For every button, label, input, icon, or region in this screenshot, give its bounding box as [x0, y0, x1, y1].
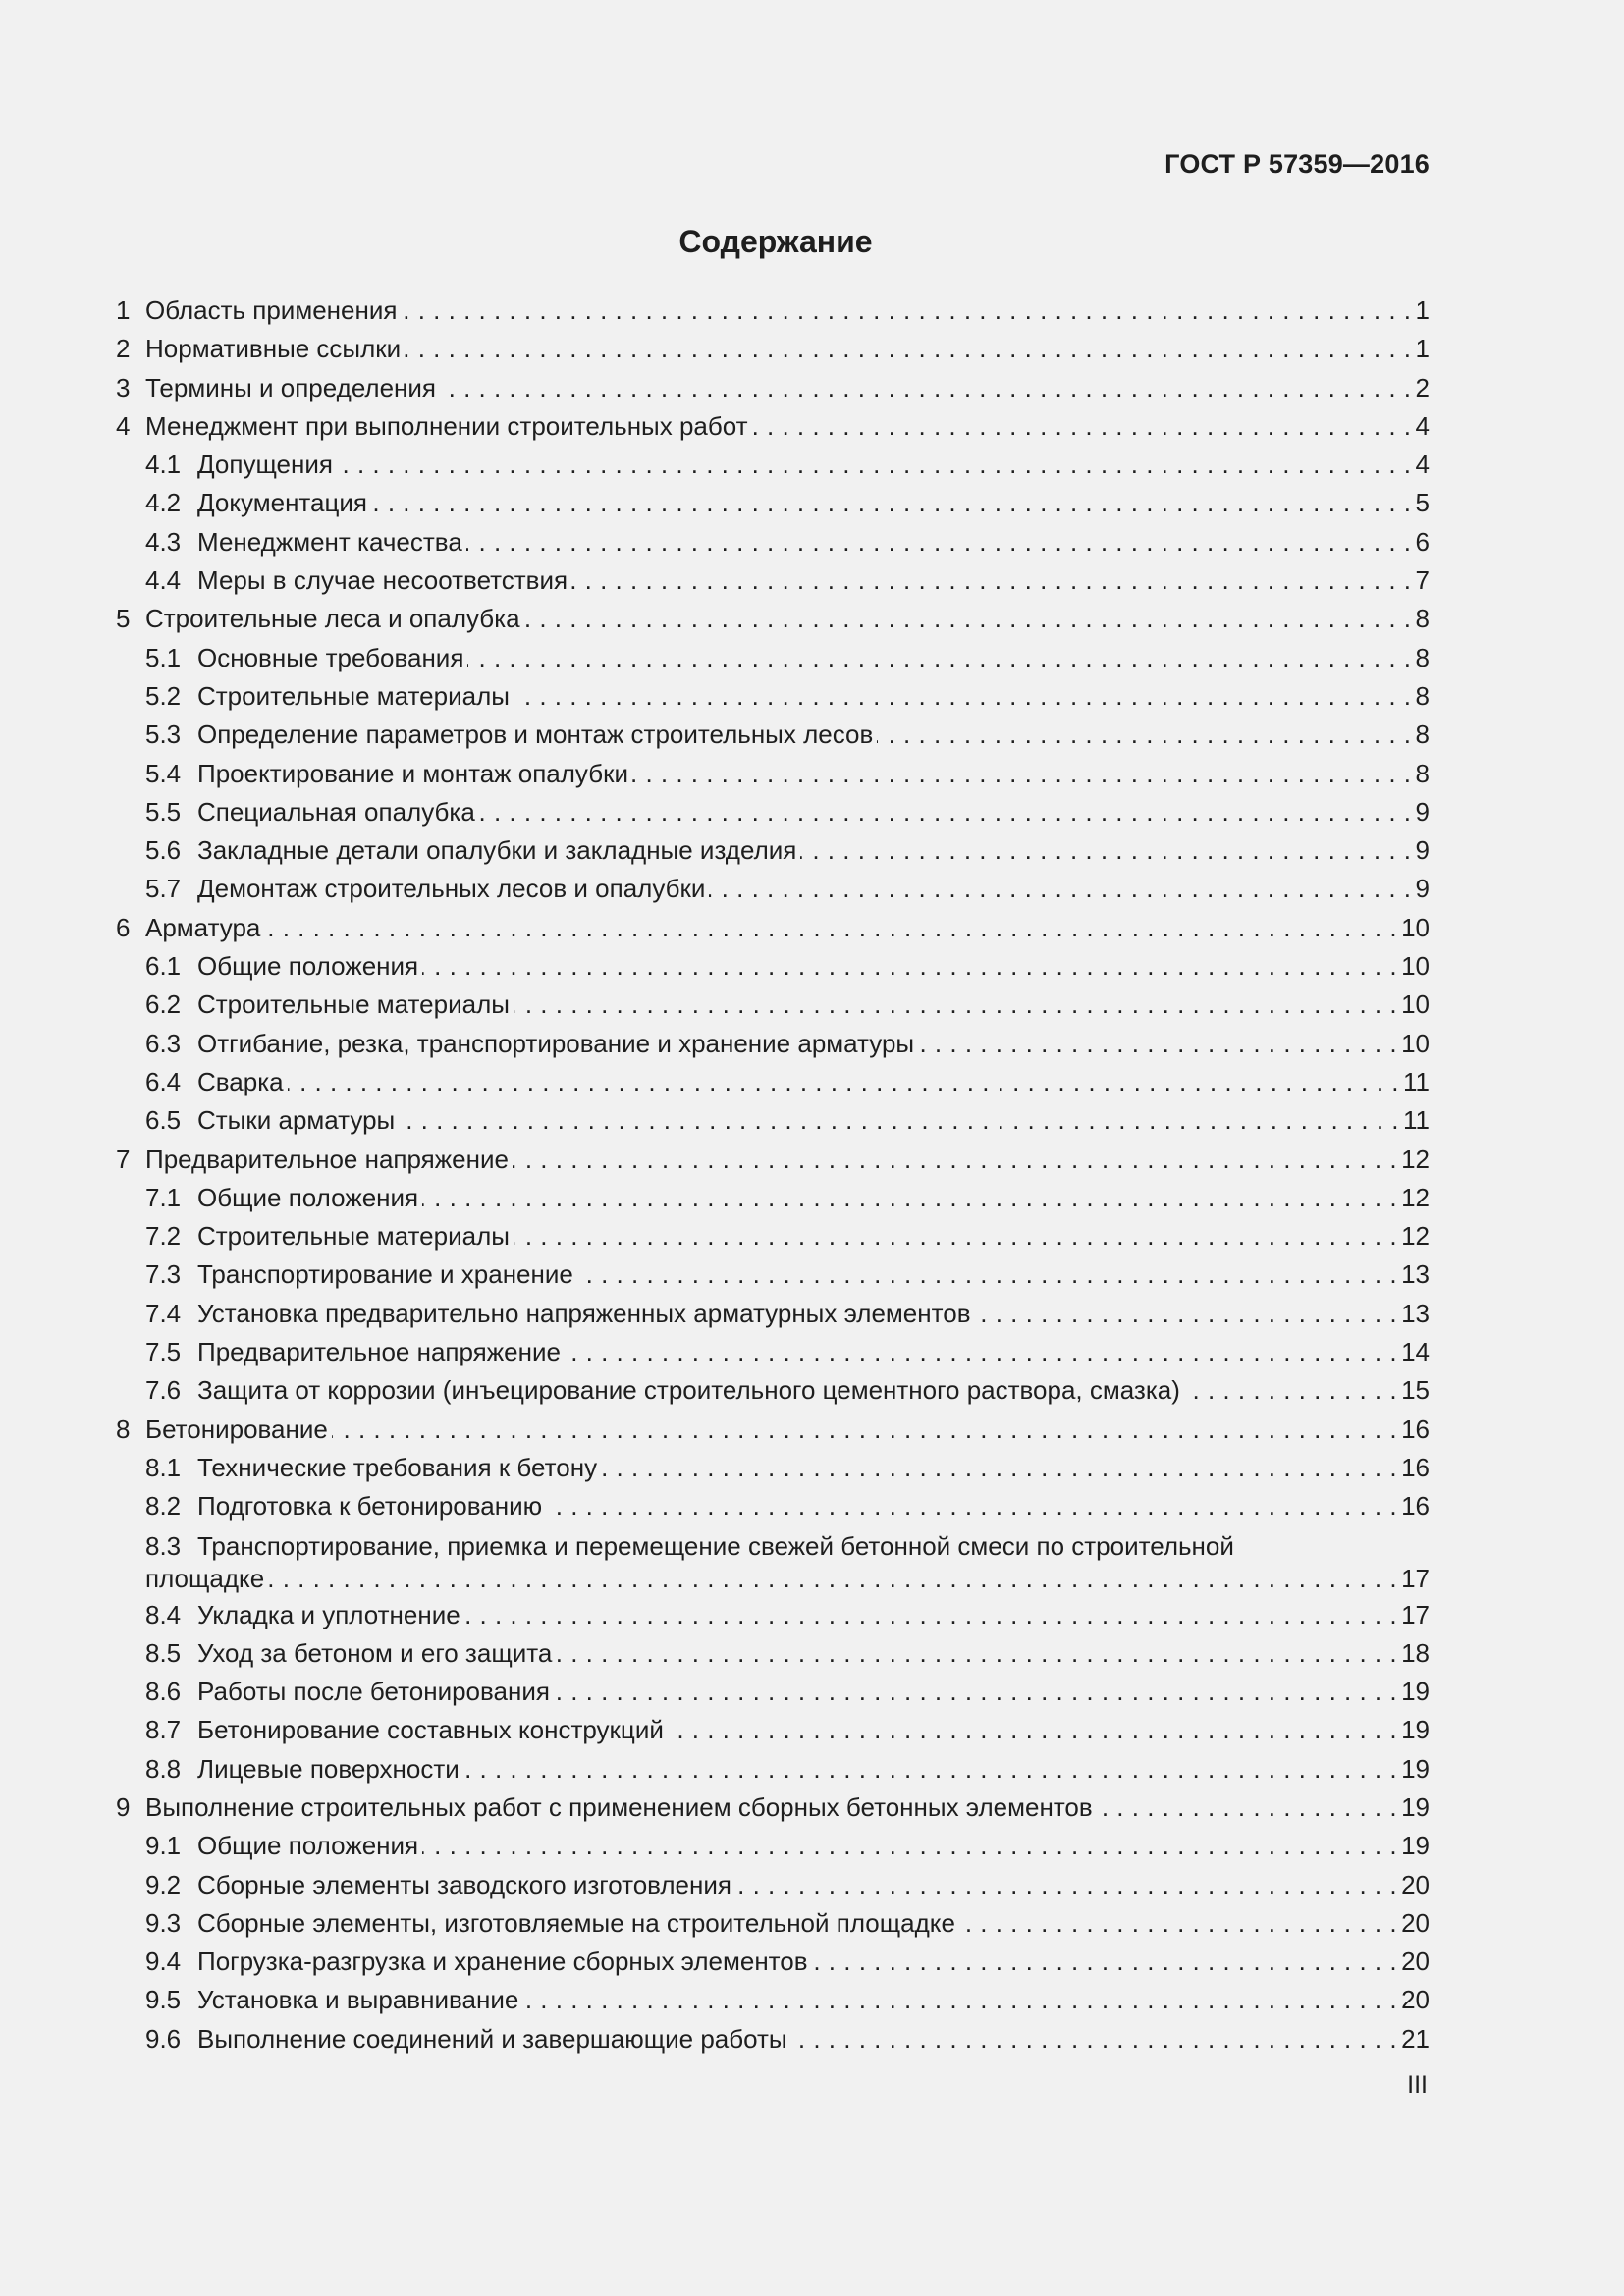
toc-entry-number: 8.8: [145, 1753, 182, 1784]
toc-entry-page: 4: [1415, 410, 1430, 441]
dot-leader: [422, 947, 1397, 986]
toc-entry-label: Сварка: [197, 1066, 284, 1096]
toc-entry-page: 20: [1401, 1985, 1430, 2015]
page-number: III: [1407, 2071, 1428, 2099]
toc-entry-number: 6.3: [145, 1028, 182, 1058]
toc-entry-number: 7.2: [145, 1221, 182, 1252]
dot-leader: [371, 484, 1412, 522]
toc-entry-page: 12: [1401, 1144, 1430, 1174]
toc-subentry[interactable]: [116, 639, 1430, 677]
toc-subentry[interactable]: [116, 716, 1430, 754]
toc-entry-label: Стыки арматуры: [197, 1105, 396, 1136]
toc-entry-number: 1: [116, 295, 131, 325]
toc-entry-label: Погрузка-разгрузка и хранение сборных элементов: [197, 1947, 808, 1977]
toc-entry-page: 16: [1401, 1414, 1430, 1444]
dot-leader: [959, 1904, 1397, 1943]
toc-entry-label: Отгибание, резка, транспортирование и хранение арматуры: [197, 1028, 915, 1058]
toc-subentry[interactable]: [116, 831, 1430, 870]
toc-entry-page: 19: [1401, 1753, 1430, 1784]
toc-entry-label: Документация: [197, 488, 367, 518]
toc-entry-page: 11: [1403, 1066, 1430, 1096]
toc-entry-label: Транспортирование, приемка и перемещение свежей бетонной смеси по строительной: [197, 1530, 1234, 1561]
toc-entry-page: 19: [1401, 1831, 1430, 1861]
toc-entry-page: 19: [1401, 1791, 1430, 1822]
toc-entry-number: 6.4: [145, 1066, 182, 1096]
dot-leader: [514, 986, 1397, 1024]
toc-entry-page: 15: [1401, 1375, 1430, 1406]
toc-entry-number: 7: [116, 1144, 131, 1174]
dot-leader: [571, 561, 1411, 600]
toc-entry-number: 5: [116, 604, 131, 634]
toc-entry-label: Область применения: [145, 295, 398, 325]
dot-leader: [1097, 1789, 1397, 1827]
toc-subentry[interactable]: [116, 1255, 1430, 1294]
toc-entry-label: Допущения: [197, 450, 333, 480]
dot-leader: [918, 1025, 1397, 1063]
dot-leader: [791, 2020, 1397, 2058]
toc-entry-label: Менеджмент качества: [197, 526, 462, 557]
toc-entry-number: 9.4: [145, 1947, 182, 1977]
toc-entry[interactable]: [116, 369, 1430, 407]
toc-entry[interactable]: [116, 330, 1430, 368]
toc-entry-number: 9.1: [145, 1831, 182, 1861]
toc-entry[interactable]: [116, 909, 1430, 947]
toc-entry-label: Общие положения: [197, 1831, 419, 1861]
toc-entry-page: 17: [1401, 1599, 1430, 1629]
dot-leader: [877, 716, 1411, 754]
toc-subentry[interactable]: [116, 1673, 1430, 1711]
toc-subentry[interactable]: [116, 1904, 1430, 1943]
toc-subentry[interactable]: [116, 1449, 1430, 1487]
toc-subentry[interactable]: [116, 1750, 1430, 1789]
toc-entry-number: 4.4: [145, 565, 182, 596]
toc-entry-label: Предварительное напряжение: [145, 1144, 509, 1174]
toc-subentry[interactable]: [116, 677, 1430, 716]
toc-entry-page: 8: [1415, 604, 1430, 634]
toc-entry-label: Предварительное напряжение: [197, 1337, 561, 1367]
dot-leader: [268, 1562, 1397, 1596]
toc-subentry[interactable]: [116, 1634, 1430, 1673]
toc-entry-label: Бетонирование составных конструкций: [197, 1715, 664, 1745]
toc-entry-number: 8.2: [145, 1491, 182, 1522]
toc-entry-label: Термины и определения: [145, 372, 437, 402]
toc-entry-number: 6.2: [145, 989, 182, 1020]
toc-subentry[interactable]: [116, 1217, 1430, 1255]
toc-entry-label: Меры в случае несоответствия: [197, 565, 568, 596]
toc-entry-page: 12: [1401, 1182, 1430, 1212]
toc-entry-label: Работы после бетонирования: [197, 1677, 550, 1707]
toc-entry-label: Лицевые поверхности: [197, 1753, 460, 1784]
toc-entry-number: 9.2: [145, 1869, 182, 1899]
dot-leader: [463, 1750, 1397, 1789]
toc-entry-number: 8.6: [145, 1677, 182, 1707]
toc-subentry[interactable]: [116, 484, 1430, 522]
dot-leader: [577, 1255, 1397, 1294]
dot-leader: [422, 1179, 1397, 1217]
toc-entry-number: 5.4: [145, 758, 182, 788]
toc-entry-page: 19: [1401, 1715, 1430, 1745]
toc-entry-number: 2: [116, 334, 131, 364]
toc-entry-number: 7.5: [145, 1337, 182, 1367]
toc-entry-label: Закладные детали опалубки и закладные изделия: [197, 835, 797, 866]
toc-entry[interactable]: [116, 600, 1430, 638]
toc-entry-label: Установка и выравнивание: [197, 1985, 519, 2015]
dot-leader: [479, 793, 1412, 831]
toc-entry-label: Строительные леса и опалубка: [145, 604, 520, 634]
toc-entry-page: 10: [1401, 989, 1430, 1020]
toc-entry-number: 4.2: [145, 488, 182, 518]
toc-entry-number: 4: [116, 410, 131, 441]
toc-entry-number: 5.5: [145, 796, 182, 827]
toc-subentry[interactable]: [116, 1295, 1430, 1333]
toc-entry-number: 6.5: [145, 1105, 182, 1136]
toc-entry-number: 8.5: [145, 1637, 182, 1668]
toc-subentry[interactable]: [116, 1025, 1430, 1063]
toc-entry-label: Защита от коррозии (инъецирование строительного цементного раствора, смазка): [197, 1375, 1180, 1406]
toc-entry-page: 18: [1401, 1637, 1430, 1668]
toc-subentry[interactable]: [116, 1333, 1430, 1371]
dot-leader: [752, 407, 1412, 446]
toc-subentry[interactable]: [116, 870, 1430, 908]
dot-leader: [337, 446, 1412, 484]
toc-entry-page: 20: [1401, 1907, 1430, 1938]
toc-subentry[interactable]: [116, 523, 1430, 561]
dot-leader: [709, 870, 1411, 908]
toc-entry-page: 20: [1401, 1947, 1430, 1977]
toc-entry-number: 8: [116, 1414, 131, 1444]
toc-entry-label: Сборные элементы, изготовляемые на строительной площадке: [197, 1907, 955, 1938]
page-title: Содержание: [678, 224, 873, 259]
toc-entry[interactable]: [116, 1530, 1430, 1596]
toc-entry-page: 11: [1403, 1105, 1430, 1136]
toc-entry-label: Выполнение соединений и завершающие работы: [197, 2023, 787, 2054]
toc-subentry[interactable]: [116, 1866, 1430, 1904]
toc-entry-page: 8: [1415, 758, 1430, 788]
toc-entry-page: 1: [1415, 295, 1430, 325]
dot-leader: [464, 1596, 1397, 1634]
dot-leader: [556, 1634, 1397, 1673]
dot-leader: [522, 1981, 1397, 2019]
toc-entry-number: 8.1: [145, 1452, 182, 1482]
toc-entry-page: 13: [1401, 1259, 1430, 1290]
toc-entry-number: 7.3: [145, 1259, 182, 1290]
toc-entry-label: Менеджмент при выполнении строительных работ: [145, 410, 748, 441]
toc-entry-number: 4.3: [145, 526, 182, 557]
toc-entry-label: Сборные элементы заводского изготовления: [197, 1869, 731, 1899]
dot-leader: [554, 1673, 1397, 1711]
dot-leader: [440, 369, 1412, 407]
toc-entry-number: 5.1: [145, 642, 182, 672]
dot-leader: [332, 1411, 1397, 1449]
toc-entry-label: Транспортирование и хранение: [197, 1259, 573, 1290]
toc-entry-number: 7.1: [145, 1182, 182, 1212]
toc-subentry[interactable]: [116, 947, 1430, 986]
toc-subentry[interactable]: [116, 1711, 1430, 1749]
dot-leader: [975, 1295, 1398, 1333]
dot-leader: [735, 1866, 1397, 1904]
toc-subentry[interactable]: [116, 1827, 1430, 1865]
toc-entry-page: 8: [1415, 720, 1430, 750]
toc-entry-number: 5.3: [145, 720, 182, 750]
toc-entry-number: 9: [116, 1791, 131, 1822]
toc-entry-label: Бетонирование: [145, 1414, 328, 1444]
toc-entry-label: Арматура: [145, 912, 261, 942]
toc-entry-page: 16: [1401, 1452, 1430, 1482]
dot-leader: [632, 755, 1412, 793]
dot-leader: [601, 1449, 1397, 1487]
toc-entry-label: Выполнение строительных работ с применением сборных бетонных элементов: [145, 1791, 1093, 1822]
toc-entry-page: 8: [1415, 642, 1430, 672]
dot-leader: [668, 1711, 1397, 1749]
dot-leader: [800, 831, 1411, 870]
toc-entry-label: Строительные материалы: [197, 680, 510, 711]
toc-subentry[interactable]: [116, 446, 1430, 484]
dot-leader: [288, 1063, 1399, 1101]
toc-entry-page: 6: [1415, 526, 1430, 557]
toc-subentry[interactable]: [116, 1981, 1430, 2019]
toc-entry-page: 9: [1415, 874, 1430, 904]
toc-entry-number: 7.4: [145, 1298, 182, 1328]
toc-entry-label: Основные требования: [197, 642, 464, 672]
toc-entry-page: 17: [1401, 1563, 1430, 1593]
toc-entry-label: Специальная опалубка: [197, 796, 475, 827]
toc-entry-page: 2: [1415, 372, 1430, 402]
toc-entry[interactable]: [116, 292, 1430, 330]
toc-subentry[interactable]: [116, 1596, 1430, 1634]
dot-leader: [422, 1827, 1397, 1865]
toc-entry-page: 9: [1415, 835, 1430, 866]
toc-entry-label-continued: площадке: [145, 1563, 265, 1593]
toc-entry-number: 8.7: [145, 1715, 182, 1745]
toc-entry-number: 8.3: [145, 1530, 182, 1561]
toc-entry-label: Установка предварительно напряженных арматурных элементов: [197, 1298, 971, 1328]
toc-entry-label: Общие положения: [197, 951, 419, 982]
toc-entry[interactable]: [116, 1411, 1430, 1449]
toc-entry-page: 8: [1415, 680, 1430, 711]
toc-entry-number: 4.1: [145, 450, 182, 480]
toc-subentry[interactable]: [116, 1063, 1430, 1101]
toc-subentry[interactable]: [116, 1179, 1430, 1217]
toc-entry-page: 13: [1401, 1298, 1430, 1328]
dot-leader: [514, 677, 1412, 716]
toc-subentry[interactable]: [116, 2020, 1430, 2058]
toc-entry-number: 6.1: [145, 951, 182, 982]
document-code: ГОСТ Р 57359—2016: [1164, 149, 1430, 179]
toc-entry-number: 5.2: [145, 680, 182, 711]
toc-entry-number: 5.7: [145, 874, 182, 904]
toc-entry-page: 20: [1401, 1869, 1430, 1899]
dot-leader: [467, 639, 1411, 677]
dot-leader: [405, 330, 1411, 368]
dot-leader: [546, 1487, 1397, 1525]
dot-leader: [524, 600, 1412, 638]
toc-entry-number: 6: [116, 912, 131, 942]
toc-entry-page: 10: [1401, 1028, 1430, 1058]
toc-subentry[interactable]: [116, 755, 1430, 793]
toc-entry-number: 3: [116, 372, 131, 402]
toc-subentry[interactable]: [116, 1101, 1430, 1140]
dot-leader: [264, 909, 1397, 947]
dot-leader: [401, 292, 1411, 330]
toc-entry-page: 9: [1415, 796, 1430, 827]
toc-entry-page: 5: [1415, 488, 1430, 518]
dot-leader: [1184, 1371, 1397, 1410]
toc-entry-number: 9.3: [145, 1907, 182, 1938]
toc-entry-number: 8.4: [145, 1599, 182, 1629]
toc-entry-number: 7.6: [145, 1375, 182, 1406]
toc-entry-label: Определение параметров и монтаж строительных лесов: [197, 720, 874, 750]
toc-entry-page: 14: [1401, 1337, 1430, 1367]
toc-entry-label: Строительные материалы: [197, 1221, 510, 1252]
toc-subentry[interactable]: [116, 1371, 1430, 1410]
toc-entry-number: 9.5: [145, 1985, 182, 2015]
toc-entry-page: 21: [1401, 2023, 1430, 2054]
dot-leader: [466, 523, 1412, 561]
dot-leader: [513, 1141, 1397, 1179]
toc-entry-page: 12: [1401, 1221, 1430, 1252]
toc-entry-label: Нормативные ссылки: [145, 334, 402, 364]
toc-subentry[interactable]: [116, 986, 1430, 1024]
toc-entry[interactable]: [116, 407, 1430, 446]
toc-entry-label: Строительные материалы: [197, 989, 510, 1020]
toc-entry-page: 10: [1401, 951, 1430, 982]
toc-entry-label: Технические требования к бетону: [197, 1452, 598, 1482]
toc-entry-number: 9.6: [145, 2023, 182, 2054]
dot-leader: [565, 1333, 1397, 1371]
toc-entry-label: Укладка и уплотнение: [197, 1599, 460, 1629]
toc-subentry[interactable]: [116, 561, 1430, 600]
dot-leader: [514, 1217, 1397, 1255]
toc-subentry[interactable]: [116, 1943, 1430, 1981]
toc-entry-page: 4: [1415, 450, 1430, 480]
toc-entry[interactable]: [116, 1789, 1430, 1827]
toc-entry-page: 7: [1415, 565, 1430, 596]
table-of-contents: [116, 292, 1430, 2058]
toc-entry-label: Подготовка к бетонированию: [197, 1491, 543, 1522]
toc-entry-number: 5.6: [145, 835, 182, 866]
toc-subentry[interactable]: [116, 793, 1430, 831]
toc-entry-label: Уход за бетоном и его защита: [197, 1637, 553, 1668]
toc-entry-page: 1: [1415, 334, 1430, 364]
toc-entry-page: 10: [1401, 912, 1430, 942]
toc-entry-label: Общие положения: [197, 1182, 419, 1212]
toc-entry-page: 19: [1401, 1677, 1430, 1707]
toc-entry-label: Проектирование и монтаж опалубки: [197, 758, 629, 788]
dot-leader: [812, 1943, 1398, 1981]
toc-subentry[interactable]: [116, 1487, 1430, 1525]
toc-entry-page: 16: [1401, 1491, 1430, 1522]
toc-entry-label: Демонтаж строительных лесов и опалубки: [197, 874, 706, 904]
toc-entry[interactable]: [116, 1141, 1430, 1179]
dot-leader: [399, 1101, 1399, 1140]
